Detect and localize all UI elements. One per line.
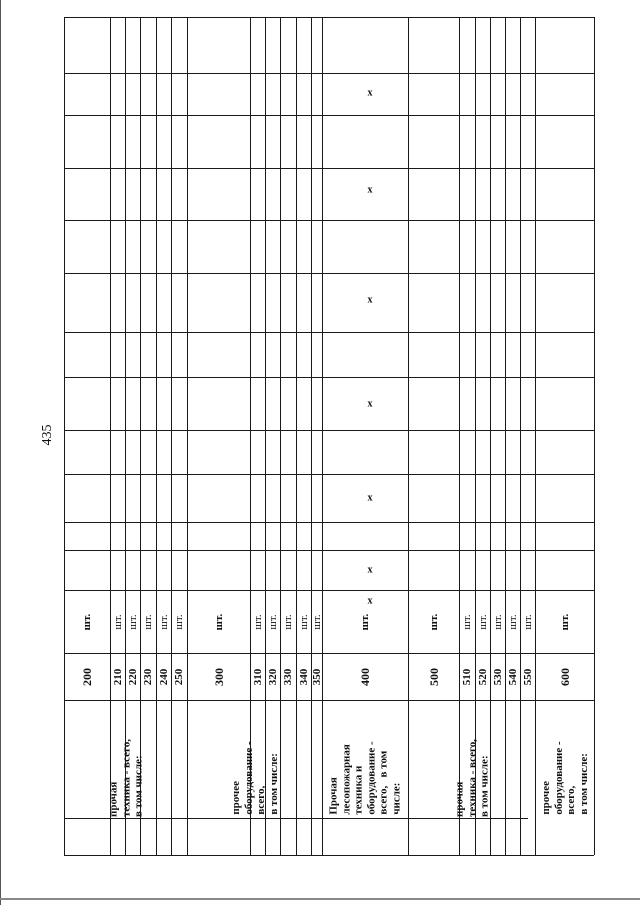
table-border-bottom [64,855,594,856]
subrow-unit-cell [490,590,505,653]
subrow-unit: шт. [521,613,534,630]
subrow-code-cell [490,653,505,700]
subrow-code-cell [296,653,311,700]
row-code-cell [322,653,408,700]
grid-line-h [64,474,594,475]
subrow-unit: шт. [266,613,279,630]
x-mark: x [367,398,373,410]
subrow-code-cell [250,653,265,700]
subrow-unit-cell [140,590,156,653]
x-mark: x [367,184,373,196]
subrow-unit: шт. [126,613,139,630]
x-mark: x [367,564,373,576]
row-code-cell [64,653,110,700]
subrow-code: 540 [506,668,519,685]
row-name: прочее оборудование - всего, в том числе: [539,740,589,815]
page-number: 435 [40,424,55,446]
subrow-code: 250 [172,668,185,685]
subrow-unit: шт. [476,613,489,630]
subrow-code: 320 [266,668,279,685]
grid-line-h [64,220,594,221]
row-name: прочая техника - всего, в том числе: [106,738,144,817]
subrow-code-cell [110,653,125,700]
grid-line-h [64,522,594,523]
grid-line-h [64,273,594,274]
subrow-unit-cell [156,590,171,653]
row-name-cell [187,700,322,855]
table-border-top [64,17,594,18]
subrow-unit-cell [520,590,535,653]
row-code-cell [187,653,250,700]
subrow-unit: шт. [310,613,323,630]
subrow-unit: шт. [460,613,473,630]
subrow-unit-cell [475,590,490,653]
subrow-unit: шт. [111,613,124,630]
subrow-code-cell [140,653,156,700]
subrow-code-cell [505,653,520,700]
row-unit-cell [535,590,594,653]
subrow-code-cell [475,653,490,700]
row-code: 300 [211,667,226,686]
subrow-unit: шт. [141,613,154,630]
subrow-code: 330 [281,668,294,685]
subrow-unit: шт. [506,613,519,630]
row-unit: шт. [427,613,440,630]
row-code-cell [408,653,459,700]
subrow-code-cell [171,653,187,700]
subrow-code: 350 [310,668,323,685]
row-unit: шт. [80,613,93,630]
row-name-cell [535,700,594,855]
row-name-cell [322,700,408,855]
grid-line-h [64,332,594,333]
table-border-right [594,17,595,855]
grid-line-h [64,168,594,169]
subrow-unit-cell [265,590,280,653]
row-unit: шт. [358,613,371,630]
subrow-code-cell [265,653,280,700]
subrow-code-cell [280,653,296,700]
subrow-code-cell [156,653,171,700]
subrow-unit: шт. [157,613,170,630]
row-name-cell [64,700,187,855]
row-name: прочая техника - всего, в том числе: [452,738,490,817]
subrow-unit: шт. [491,613,504,630]
subrow-code: 520 [476,668,489,685]
subrow-code: 240 [157,668,170,685]
row-code-cell [535,653,594,700]
row-name: прочее оборудование - всего, в том числе: [229,740,279,815]
subrow-code-cell [520,653,535,700]
grid-line-h [64,377,594,378]
row-name: Прочая лесопожарная техника и оборудование - всего, в том числе: [327,740,402,815]
subrow-code: 230 [141,668,154,685]
row-code: 600 [557,667,572,686]
subrow-unit-cell [171,590,187,653]
subrow-code: 220 [126,668,139,685]
subrow-code-cell [459,653,475,700]
grid-line-h [64,430,594,431]
x-mark: x [367,87,373,99]
row-code: 400 [357,667,372,686]
row-unit-cell [187,590,250,653]
subrow-code: 210 [111,668,124,685]
subrow-unit: шт. [297,613,310,630]
subrow-code-cell [311,653,322,700]
x-mark: x [367,595,373,607]
row-unit: шт. [558,613,571,630]
row-unit-cell [322,590,408,653]
subrow-code-cell [125,653,140,700]
row-unit-cell [64,590,110,653]
grid-line-h [64,550,594,551]
row-unit-cell [408,590,459,653]
subrow-code: 530 [491,668,504,685]
subrow-unit-cell [125,590,140,653]
grid-line-h [64,115,594,116]
subrow-unit: шт. [172,613,185,630]
subrow-code: 510 [460,668,473,685]
subrow-unit-cell [311,590,322,653]
grid-line-h [64,73,594,74]
row-name-cell [408,700,535,855]
subrow-unit-cell [296,590,311,653]
subrow-unit-cell [505,590,520,653]
subrow-unit-cell [110,590,125,653]
x-mark: x [367,294,373,306]
row-code: 500 [426,667,441,686]
row-code: 200 [79,667,94,686]
subrow-code: 550 [521,668,534,685]
subrow-unit-cell [280,590,296,653]
subrow-code: 310 [251,668,264,685]
subrow-unit-cell [459,590,475,653]
row-unit: шт. [212,613,225,630]
subrow-unit: шт. [251,613,264,630]
subrow-code: 340 [297,668,310,685]
x-mark: x [367,492,373,504]
subrow-unit: шт. [281,613,294,630]
subrow-unit-cell [250,590,265,653]
